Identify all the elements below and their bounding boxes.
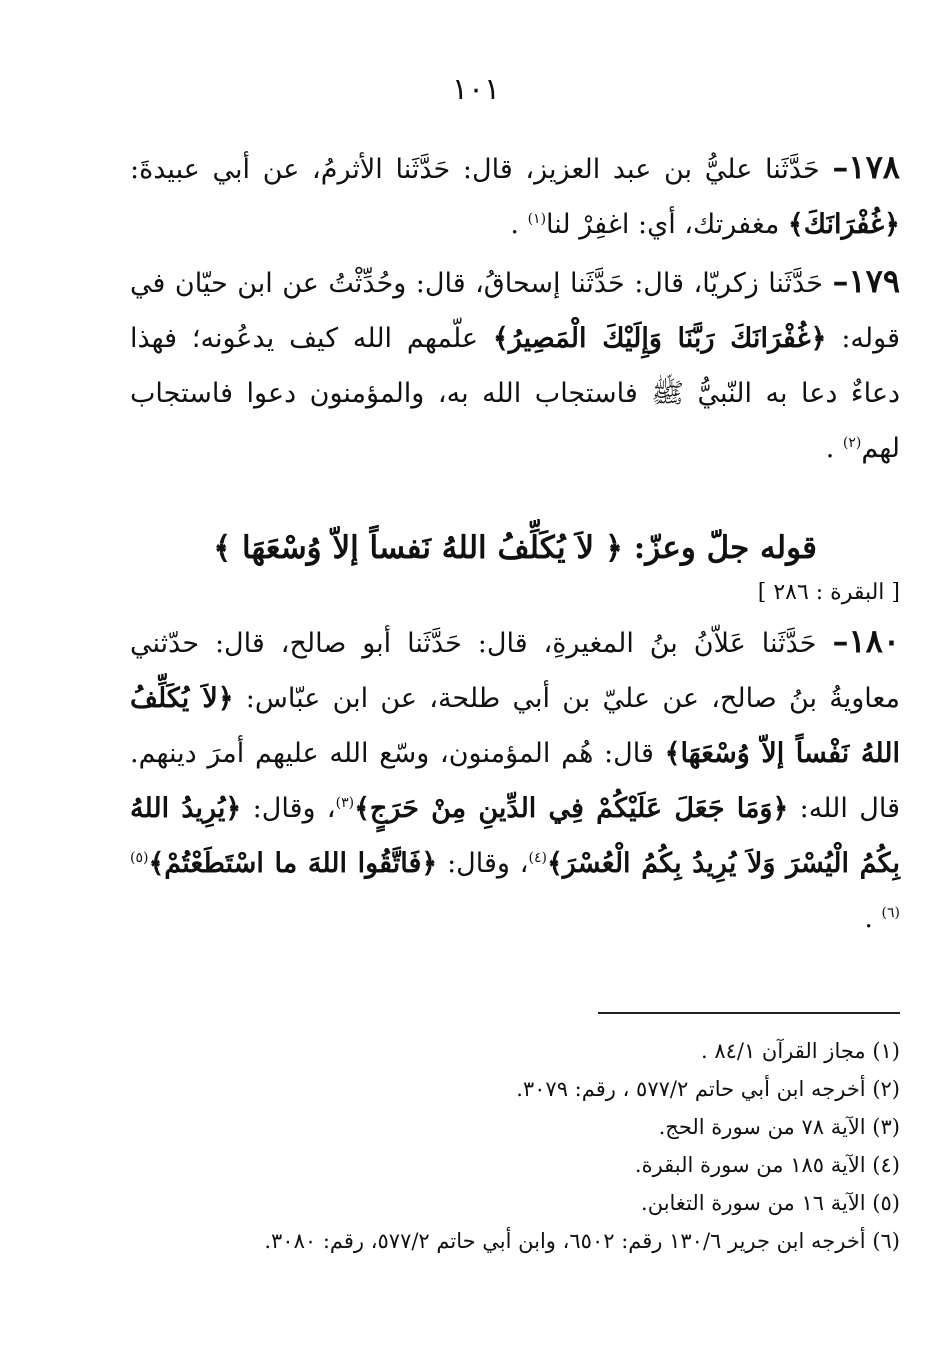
hadith-text: قال: هُم المؤمنون، وسّع الله عليهم أمرَ دينهم. قال الله:: [130, 738, 901, 824]
footnote-6: (٦) أخرجه ابن جرير ١٣٠/٦ رقم: ٦٥٠٢، وابن أبي حاتم ٥٧٧/٢، رقم: ٣٠٨٠.: [264, 1229, 900, 1253]
footnote-4: (٤) الآية ١٨٥ من سورة البقرة.: [634, 1153, 900, 1177]
hadith-180: [130, 614, 900, 946]
quran-quote: ﴿فَاتَّقُوا اللهَ ما اسْتَطَعْتُمْ﴾: [148, 848, 438, 879]
quran-quote: ﴿لاَ يُكَلِّفُ اللهُ نَفْساً إلاّ وُسْعَهَا﴾: [130, 683, 900, 769]
footnote-1: (١) مجاز القرآن ٨٤/١ .: [700, 1039, 900, 1063]
hadith-text: حَدَّثَنا عليُّ بن عبد العزيز، قال: حَدَّثَنا الأثرمُ، عن أبي عبيدةَ:: [130, 154, 820, 185]
quran-quote: ﴿وَمَا جَعَلَ عَلَيْكُمْ فِي الدِّينِ مِنْ حَرَجٍ﴾: [354, 793, 789, 824]
main-text: [130, 140, 900, 948]
footnote-ref: (٢): [842, 435, 862, 451]
footnote-divider: [598, 1012, 900, 1014]
heading-prefix: قوله جلّ وعزّ:: [623, 530, 817, 566]
hadith-text: حَدَّثَنا عَلاّنُ بنُ المغيرةِ، قال: حَدَّثَنا أبو صالح، قال: حدّثني معاويةُ بنُ صالح، عن عليّ بن أبي طلحة، عن ابن عبّاس:: [130, 628, 900, 714]
punctuation: .: [510, 209, 528, 240]
footnote-ref: (٤): [528, 850, 547, 866]
surah-reference: [ البقرة : ٢٨٦ ]: [757, 580, 900, 605]
hadith-179: [130, 254, 900, 476]
section-heading: [130, 520, 900, 576]
hadith-text: علّمهم الله كيف يدعُونه؛ فهذا دعاءٌ دعا به النّبيُّ ﷺ فاستجاب الله به، والمؤمنون دعوا فاستجاب لهم: [130, 323, 900, 464]
heading-quran: ﴿ لاَ يُكَلِّفُ اللهُ نَفساً إلاّ وُسْعَهَا ﴾: [213, 530, 623, 566]
hadith-text: ، وقال:: [437, 848, 529, 879]
footnotes: [130, 1032, 900, 1260]
punctuation: .: [825, 433, 843, 464]
hadith-number: ١٧٩–: [832, 262, 900, 300]
hadith-text: ، وقال:: [241, 793, 336, 824]
hadith-number: ١٨٠–: [832, 622, 900, 660]
footnote-ref: (٣): [335, 795, 355, 811]
quran-quote: ﴿غُفْرَانَكَ﴾: [787, 209, 900, 240]
footnote-ref: (١): [527, 211, 547, 227]
page-number: ١٠١: [451, 72, 501, 107]
hadith-text: حَدَّثَنا زكريّا، قال: حَدَّثَنا إسحاقُ، قال: وحُدِّثْتُ عن ابن حيّان في قوله:: [130, 268, 900, 354]
hadith-number: ١٧٨–: [832, 148, 900, 186]
punctuation: .: [864, 903, 882, 934]
quran-quote: ﴿غُفْرَانَكَ رَبَّنَا وَإِلَيْكَ الْمَصِيرُ﴾: [492, 323, 827, 354]
footnote-5: (٥) الآية ١٦ من سورة التغابن.: [641, 1191, 900, 1215]
footnote-2: (٢) أخرجه ابن أبي حاتم ٥٧٧/٢ ، رقم: ٣٠٧٩.: [516, 1077, 900, 1101]
footnote-3: (٣) الآية ٧٨ من سورة الحج.: [658, 1115, 900, 1139]
hadith-text: مغفرتك، أي: اغفِرْ لنا: [546, 209, 788, 240]
footnote-ref: (٥)(٦): [130, 850, 900, 921]
quran-quote: ﴿يُرِيدُ اللهُ بِكُمُ الْيُسْرَ وَلاَ يُرِيدُ بِكُمُ الْعُسْرَ﴾: [130, 793, 900, 879]
hadith-178: [130, 140, 900, 252]
